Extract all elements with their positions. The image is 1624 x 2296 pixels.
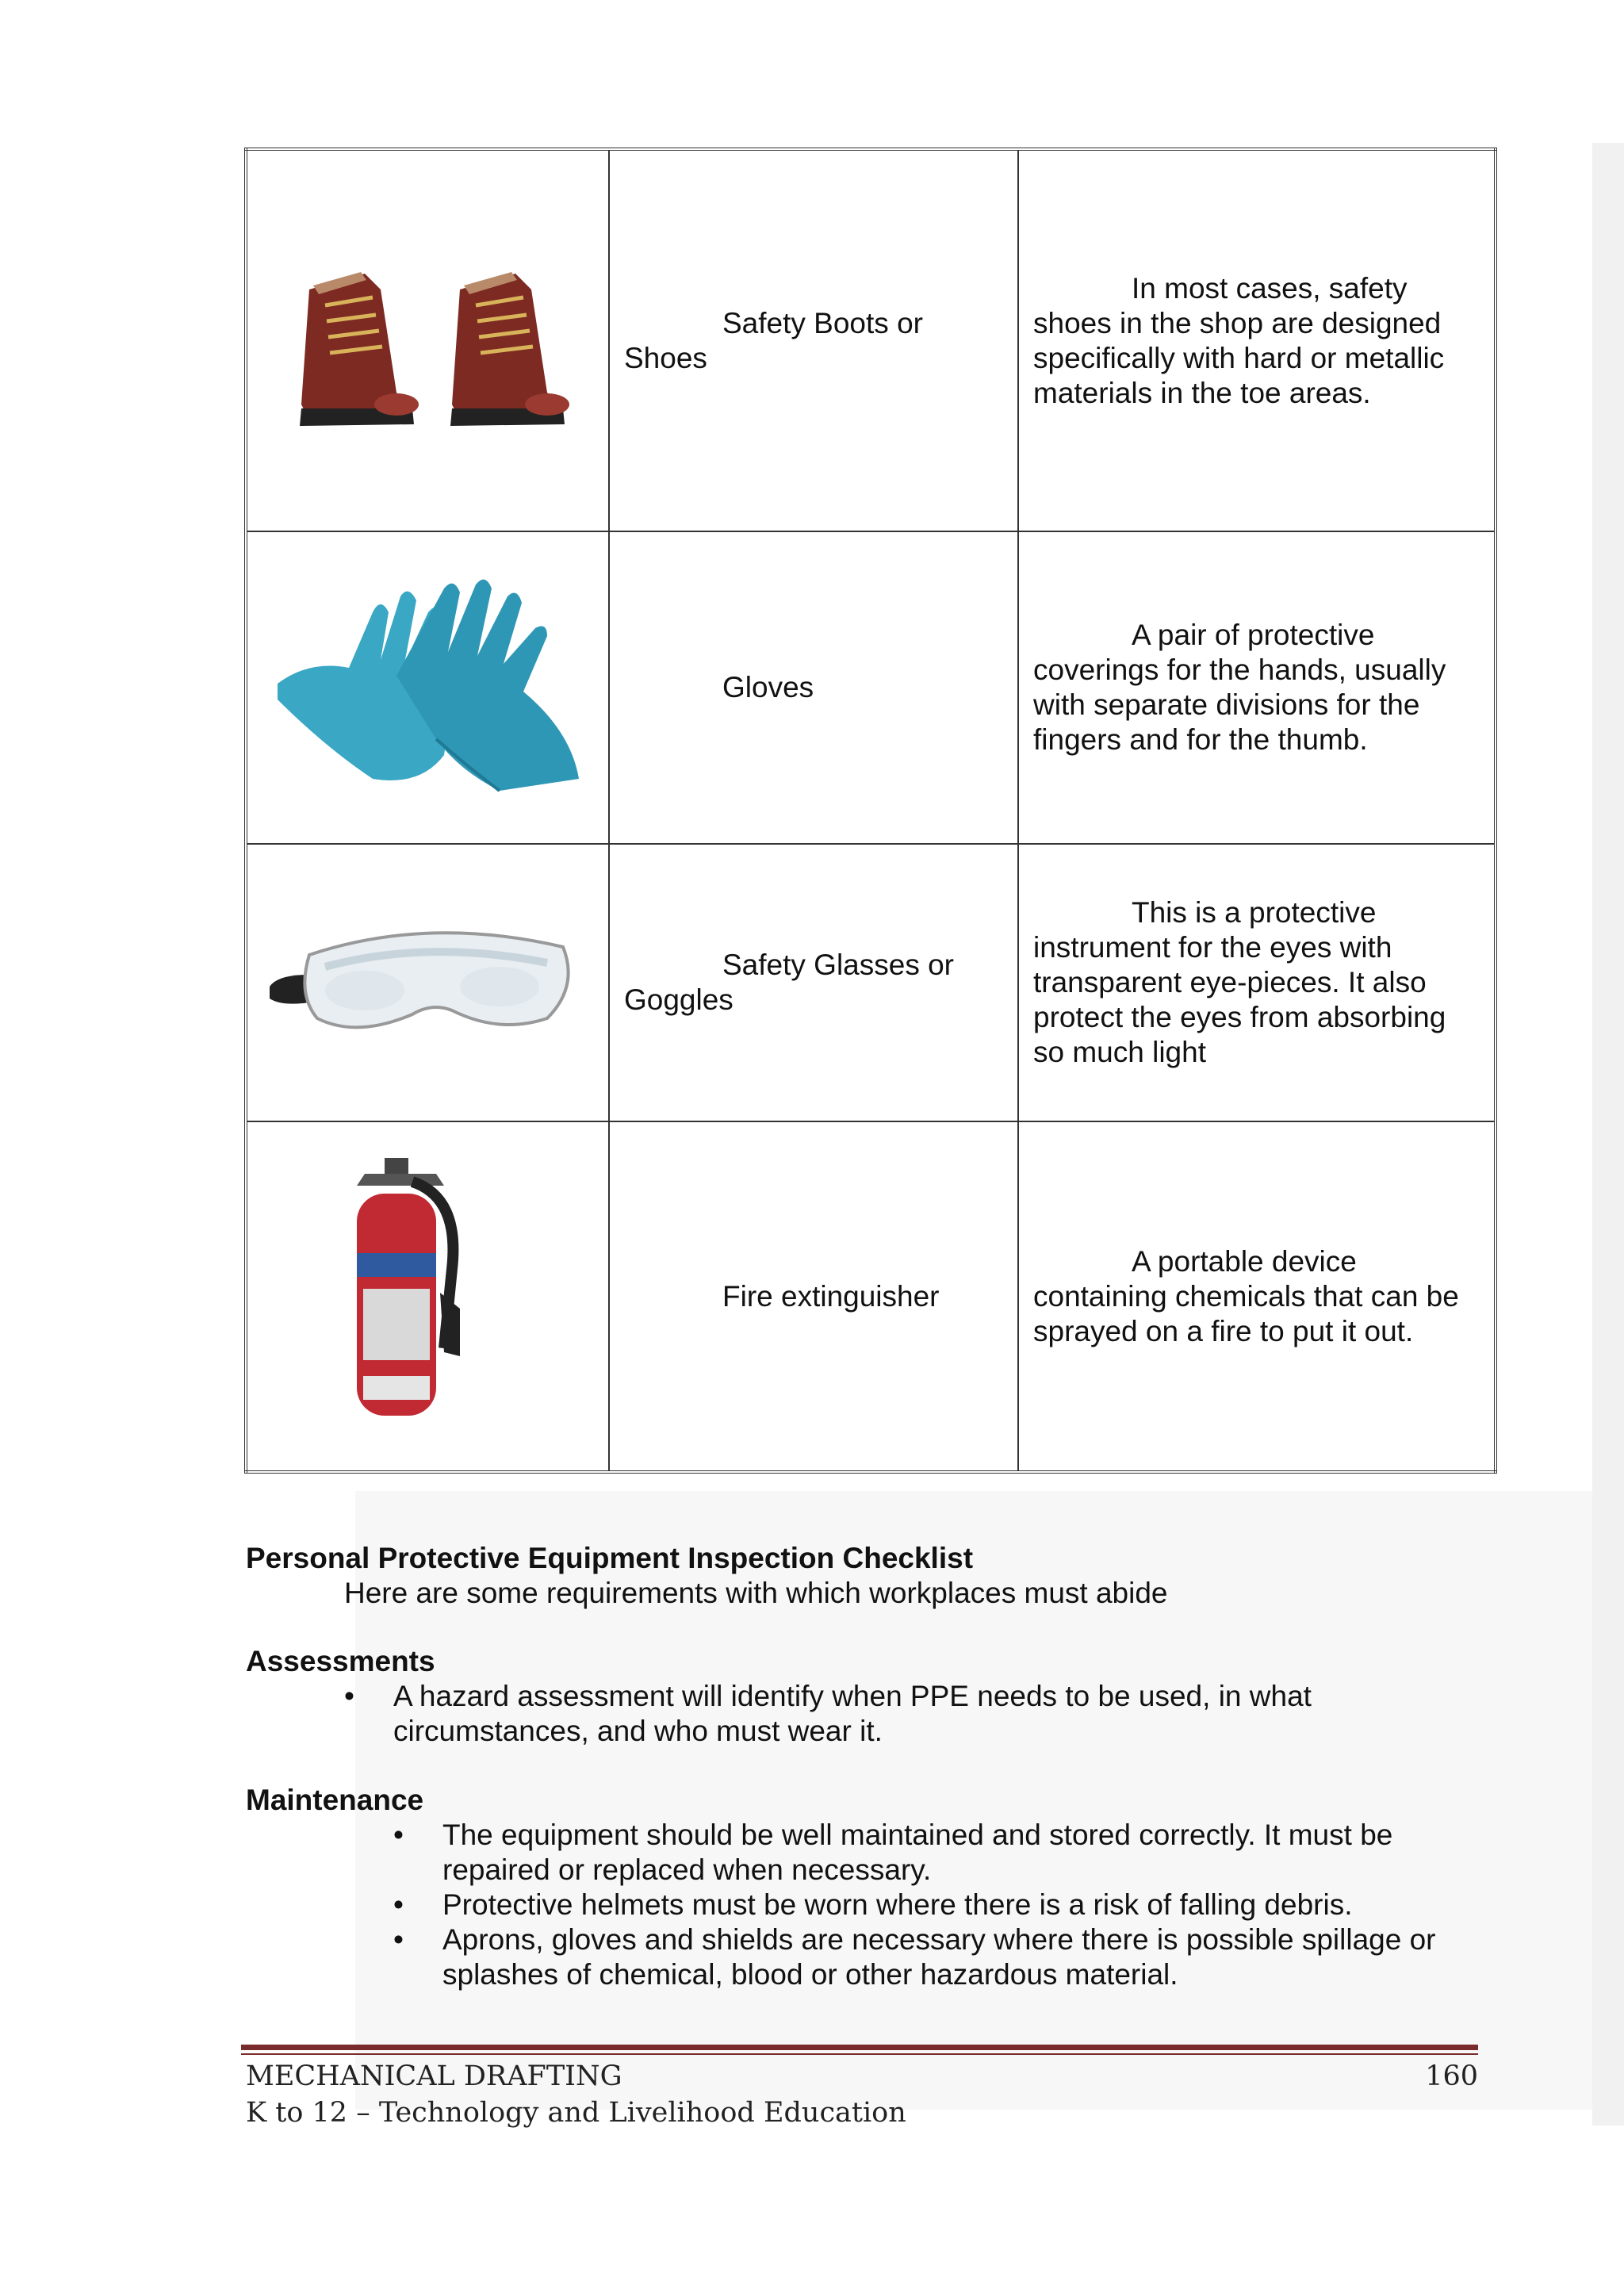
footer-rule: [241, 2045, 1478, 2050]
footer-rule-thin: [241, 2053, 1478, 2055]
list-item: • A hazard assessment will identify when PPE needs to be used, in what circumstances, and who must wear it.: [393, 1679, 1408, 1749]
checklist-title: Personal Protective Equipment Inspection Checklist: [246, 1542, 974, 1574]
item-description: coverings for the hands, usually with separate divisions for the fingers and for the thumb.: [1033, 654, 1446, 756]
table-row: [246, 1121, 1496, 1472]
ppe-table: [244, 148, 1497, 1474]
item-description-cell: [1018, 844, 1496, 1121]
item-description-first: This is a protective: [1132, 896, 1377, 929]
item-description-cell: [1018, 531, 1496, 844]
page-number: 160: [1425, 2060, 1478, 2092]
checklist-intro: Here are some requirements with which workplaces must abide: [344, 1577, 1168, 1609]
item-description: containing chemicals that can be sprayed on a fire to put it out.: [1033, 1279, 1459, 1347]
assessments-heading: Assessments: [246, 1645, 435, 1677]
table-row: [246, 149, 1496, 531]
item-description: shoes in the shop are designed specifically with hard or metallic materials in the toe areas.: [1033, 306, 1445, 409]
maintenance-heading: Maintenance: [246, 1784, 424, 1816]
item-description-cell: [1018, 149, 1496, 531]
table-row: [246, 531, 1496, 844]
assessments-list: [393, 1679, 1408, 1749]
item-name: Safety Glasses or: [722, 949, 955, 981]
item-name-cell: [609, 149, 1018, 531]
image-cell: [246, 531, 609, 844]
item-description-first: A pair of protective: [1132, 619, 1375, 651]
image-cell: [246, 149, 609, 531]
item-name-cont: Goggles: [624, 983, 733, 1016]
goggles-icon: [262, 899, 595, 1058]
fire-extinguisher-icon: [301, 1150, 555, 1435]
footer-course: MECHANICAL DRAFTING: [246, 2060, 622, 2092]
item-description-first: A portable device: [1132, 1244, 1357, 1278]
footer-program: K to 12 – Technology and Livelihood Education: [246, 2097, 906, 2129]
item-name: Gloves: [722, 671, 814, 703]
item-name-cell: [609, 844, 1018, 1121]
list-item: • Protective helmets must be worn where there is a risk of falling debris.: [442, 1888, 1473, 1922]
list-item: • The equipment should be well maintained and stored correctly. It must be repaired or replaced when necessary.: [442, 1818, 1473, 1888]
item-name-cell: [609, 1121, 1018, 1472]
item-name: Safety Boots or: [722, 306, 923, 339]
table-row: [246, 844, 1496, 1121]
image-cell: [246, 1121, 609, 1472]
item-name-cell: [609, 531, 1018, 844]
image-cell: [246, 844, 609, 1121]
gloves-icon: [262, 565, 595, 803]
item-name: Fire extinguisher: [722, 1279, 940, 1313]
page-edge-shading: [1592, 143, 1624, 2125]
maintenance-list: [442, 1818, 1473, 1992]
item-description-cell: [1018, 1121, 1496, 1472]
safety-boots-icon: [278, 242, 579, 432]
item-description-first: In most cases, safety: [1132, 271, 1408, 305]
list-item: • Aprons, gloves and shields are necessary where there is possible spillage or splashes of chemical, blood or other hazardous material.: [442, 1922, 1473, 1992]
item-name-cont: Shoes: [624, 341, 707, 374]
item-description: instrument for the eyes with transparent eye-pieces. It also protect the eyes from absorbing so much light: [1033, 931, 1446, 1068]
